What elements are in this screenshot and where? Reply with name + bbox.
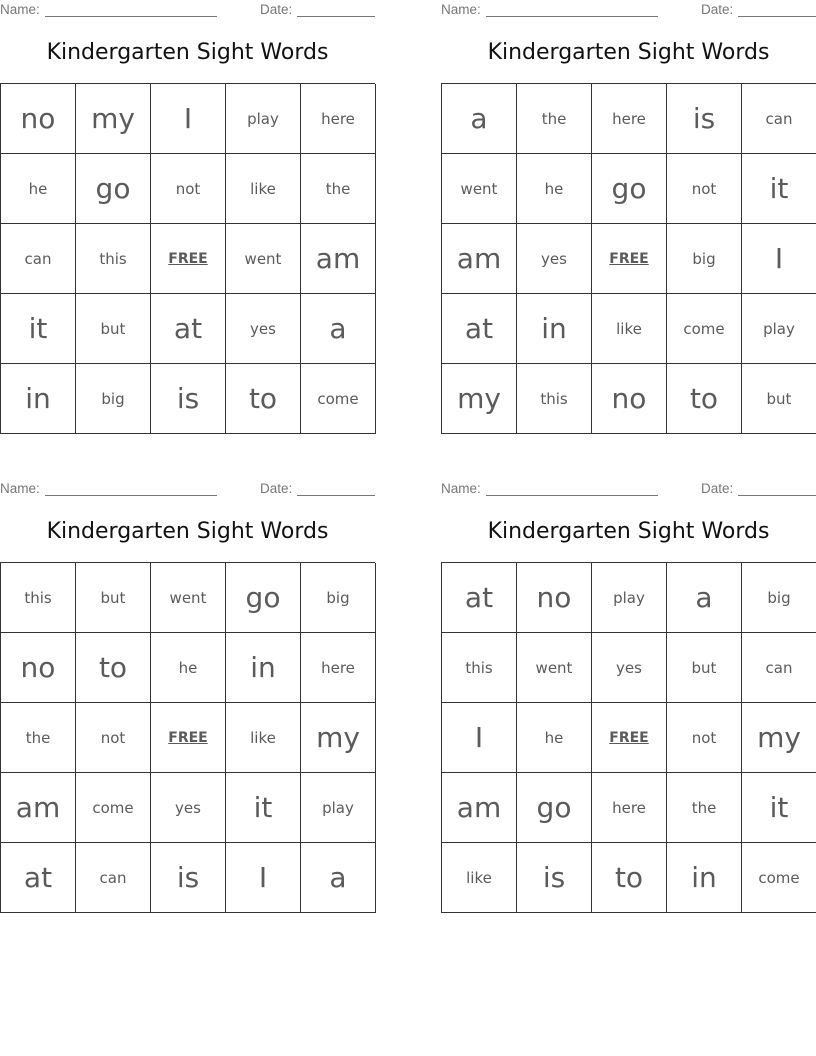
word-cell: my [301, 703, 376, 773]
word-cell: like [442, 843, 517, 913]
word-cell: big [76, 364, 151, 434]
word-cell: but [76, 563, 151, 633]
word-cell: come [742, 843, 816, 913]
free-space: FREE [592, 703, 667, 773]
name-line [45, 495, 217, 496]
word-grid [441, 83, 816, 434]
word-cell: play [301, 773, 376, 843]
date-line [297, 495, 375, 496]
word-cell: to [76, 633, 151, 703]
word-cell: the [517, 84, 592, 154]
word-cell: not [151, 154, 226, 224]
word-cell: but [742, 364, 816, 434]
word-cell: am [442, 224, 517, 294]
word-cell: go [517, 773, 592, 843]
word-cell: like [226, 703, 301, 773]
word-cell: it [1, 294, 76, 364]
word-cell: can [742, 84, 816, 154]
word-cell: big [742, 563, 816, 633]
date-label: Date: [260, 2, 293, 17]
word-cell: this [1, 563, 76, 633]
word-cell: to [592, 843, 667, 913]
word-cell: I [226, 843, 301, 913]
free-space: FREE [592, 224, 667, 294]
word-cell: go [592, 154, 667, 224]
word-cell: this [442, 633, 517, 703]
card-title: Kindergarten Sight Words [487, 40, 770, 65]
card-title: Kindergarten Sight Words [46, 40, 329, 65]
word-cell: no [517, 563, 592, 633]
word-cell: is [151, 843, 226, 913]
word-cell: no [1, 633, 76, 703]
name-label: Name: [0, 2, 40, 17]
word-cell: went [151, 563, 226, 633]
word-cell: went [517, 633, 592, 703]
word-cell: is [517, 843, 592, 913]
word-cell: yes [517, 224, 592, 294]
date-line [297, 16, 375, 17]
word-cell: no [592, 364, 667, 434]
word-cell: it [742, 773, 816, 843]
free-space: FREE [151, 224, 226, 294]
word-cell: play [592, 563, 667, 633]
word-cell: can [1, 224, 76, 294]
word-grid [0, 562, 375, 913]
word-cell: my [442, 364, 517, 434]
word-cell: my [76, 84, 151, 154]
word-grid [441, 562, 816, 913]
word-cell: the [667, 773, 742, 843]
date-line [738, 495, 816, 496]
date-line [738, 16, 816, 17]
name-line [486, 16, 658, 17]
word-cell: here [592, 84, 667, 154]
date-label: Date: [701, 2, 734, 17]
word-cell: come [76, 773, 151, 843]
date-label: Date: [260, 481, 293, 496]
word-cell: here [301, 633, 376, 703]
word-cell: play [226, 84, 301, 154]
word-cell: in [517, 294, 592, 364]
word-cell: he [151, 633, 226, 703]
word-cell: went [442, 154, 517, 224]
word-cell: like [592, 294, 667, 364]
word-grid [0, 83, 375, 434]
word-cell: come [667, 294, 742, 364]
word-cell: a [442, 84, 517, 154]
word-cell: in [1, 364, 76, 434]
word-cell: the [1, 703, 76, 773]
word-cell: at [442, 294, 517, 364]
card-title: Kindergarten Sight Words [487, 519, 770, 544]
word-cell: can [742, 633, 816, 703]
word-cell: am [1, 773, 76, 843]
word-cell: in [226, 633, 301, 703]
free-space: FREE [151, 703, 226, 773]
word-cell: come [301, 364, 376, 434]
word-cell: can [76, 843, 151, 913]
word-cell: yes [592, 633, 667, 703]
card-title: Kindergarten Sight Words [46, 519, 329, 544]
word-cell: is [151, 364, 226, 434]
word-cell: not [667, 703, 742, 773]
word-cell: go [76, 154, 151, 224]
card-header [441, 479, 816, 501]
word-cell: not [667, 154, 742, 224]
word-cell: no [1, 84, 76, 154]
word-cell: a [301, 294, 376, 364]
word-cell: I [442, 703, 517, 773]
word-cell: yes [226, 294, 301, 364]
word-cell: am [301, 224, 376, 294]
name-label: Name: [0, 481, 40, 496]
name-label: Name: [441, 2, 481, 17]
word-cell: it [226, 773, 301, 843]
word-cell: at [151, 294, 226, 364]
word-cell: play [742, 294, 816, 364]
name-line [45, 16, 217, 17]
word-cell: it [742, 154, 816, 224]
word-cell: big [301, 563, 376, 633]
word-cell: a [667, 563, 742, 633]
word-cell: but [667, 633, 742, 703]
word-cell: to [667, 364, 742, 434]
word-cell: at [442, 563, 517, 633]
word-cell: big [667, 224, 742, 294]
word-cell: like [226, 154, 301, 224]
word-cell: am [442, 773, 517, 843]
word-cell: this [517, 364, 592, 434]
date-label: Date: [701, 481, 734, 496]
word-cell: went [226, 224, 301, 294]
word-cell: not [76, 703, 151, 773]
card-header [0, 479, 375, 501]
word-cell: in [667, 843, 742, 913]
word-cell: he [517, 703, 592, 773]
word-cell: this [76, 224, 151, 294]
word-cell: here [592, 773, 667, 843]
word-cell: he [517, 154, 592, 224]
word-cell: yes [151, 773, 226, 843]
word-cell: a [301, 843, 376, 913]
word-cell: he [1, 154, 76, 224]
word-cell: the [301, 154, 376, 224]
word-cell: here [301, 84, 376, 154]
card-header [0, 0, 375, 22]
word-cell: but [76, 294, 151, 364]
word-cell: at [1, 843, 76, 913]
word-cell: I [151, 84, 226, 154]
word-cell: is [667, 84, 742, 154]
name-label: Name: [441, 481, 481, 496]
card-header [441, 0, 816, 22]
word-cell: go [226, 563, 301, 633]
name-line [486, 495, 658, 496]
word-cell: I [742, 224, 816, 294]
word-cell: to [226, 364, 301, 434]
word-cell: my [742, 703, 816, 773]
